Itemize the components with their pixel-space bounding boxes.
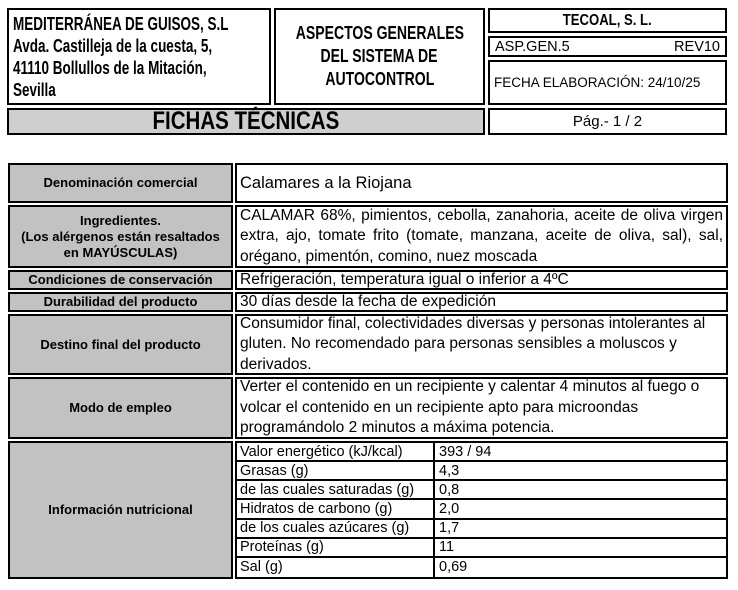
doc-revision: REV10: [674, 38, 720, 55]
fichas-tecnicas-band: [7, 108, 485, 135]
company-info-box: [7, 8, 271, 105]
document-title-box: [274, 8, 485, 105]
company-address-line-2: 41110 Bollullos de la Mitación,: [13, 57, 207, 78]
document-title-line-3: AUTOCONTROL: [325, 69, 434, 89]
label-modo-empleo: Modo de empleo: [8, 377, 233, 439]
value-denominacion-comercial: Calamares a la Riojana: [235, 163, 728, 203]
nutrition-row-hidratos: Hidratos de carbono (g) 2,0: [237, 500, 726, 519]
label-durabilidad-producto: Durabilidad del producto: [8, 292, 233, 312]
value-destino-final: Consumidor final, colectividades diversas y personas intolerantes al gluten. No recomendado para personas sensibles a moluscos y derivados.: [235, 314, 728, 375]
product-sheet-table: [8, 163, 728, 579]
org-name-box: [488, 8, 727, 33]
nutrition-row-azucares: de los cuales azúcares (g) 1,7: [237, 520, 726, 539]
header-right-stack: [488, 8, 727, 105]
nutrition-row-sal: Sal (g) 0,69: [237, 558, 726, 577]
value-condiciones-conservacion: Refrigeración, temperatura igual o inferior a 4ºC: [235, 270, 728, 290]
label-ingredientes: Ingredientes. (Los alérgenos están resaltados en MAYÚSCULAS): [8, 205, 233, 268]
document-title-line-2: DEL SISTEMA DE: [320, 46, 439, 66]
nutrition-row-saturadas: de las cuales saturadas (g) 0,8: [237, 481, 726, 500]
value-modo-empleo: Verter el contenido en un recipiente y calentar 4 minutos al fuego o volcar el contenido en un recipiente apto para microondas programándolo 2 minutos a máxima potencia.: [235, 377, 728, 439]
page-number: Pág.- 1 / 2: [572, 113, 643, 130]
org-name: TECOAL, S. L.: [563, 11, 652, 29]
label-denominacion-comercial: Denominación comercial: [8, 163, 233, 203]
label-informacion-nutricional: Información nutricional: [8, 441, 233, 579]
nutrition-row-grasas: Grasas (g) 4,3: [237, 462, 726, 481]
fecha-elaboracion-box: [488, 60, 727, 105]
fecha-elaboracion: FECHA ELABORACIÓN: 24/10/25: [494, 75, 701, 90]
value-durabilidad-producto: 30 días desde la fecha de expedición: [235, 292, 728, 312]
fichas-tecnicas-title: FICHAS TÉCNICAS: [152, 107, 340, 135]
label-destino-final: Destino final del producto: [8, 314, 233, 375]
nutrition-table: [235, 441, 728, 579]
value-ingredientes: CALAMAR 68%, pimientos, cebolla, zanahoria, aceite de oliva virgen extra, ajo, tomate frito (tomate, manzana, aceite de oliva, sal), sal, orégano, pimentón, comino, nuez moscada: [235, 205, 728, 268]
document-title-line-1: ASPECTOS GENERALES: [295, 23, 464, 43]
company-name: MEDITERRÁNEA DE GUISOS, S.L: [13, 13, 229, 34]
page-number-box: [488, 108, 727, 135]
nutrition-row-valor-energetico: Valor energético (kJ/kcal) 393 / 94: [237, 443, 726, 462]
doc-code-box: [488, 36, 727, 57]
company-address-line-1: Avda. Castilleja de la cuesta, 5,: [13, 35, 213, 56]
doc-code: ASP.GEN.5: [495, 38, 570, 55]
label-condiciones-conservacion: Condiciones de conservación: [8, 270, 233, 290]
company-address-line-3: Sevilla: [13, 79, 56, 100]
nutrition-row-proteinas: Proteínas (g) 11: [237, 539, 726, 558]
header-table: [7, 8, 727, 135]
